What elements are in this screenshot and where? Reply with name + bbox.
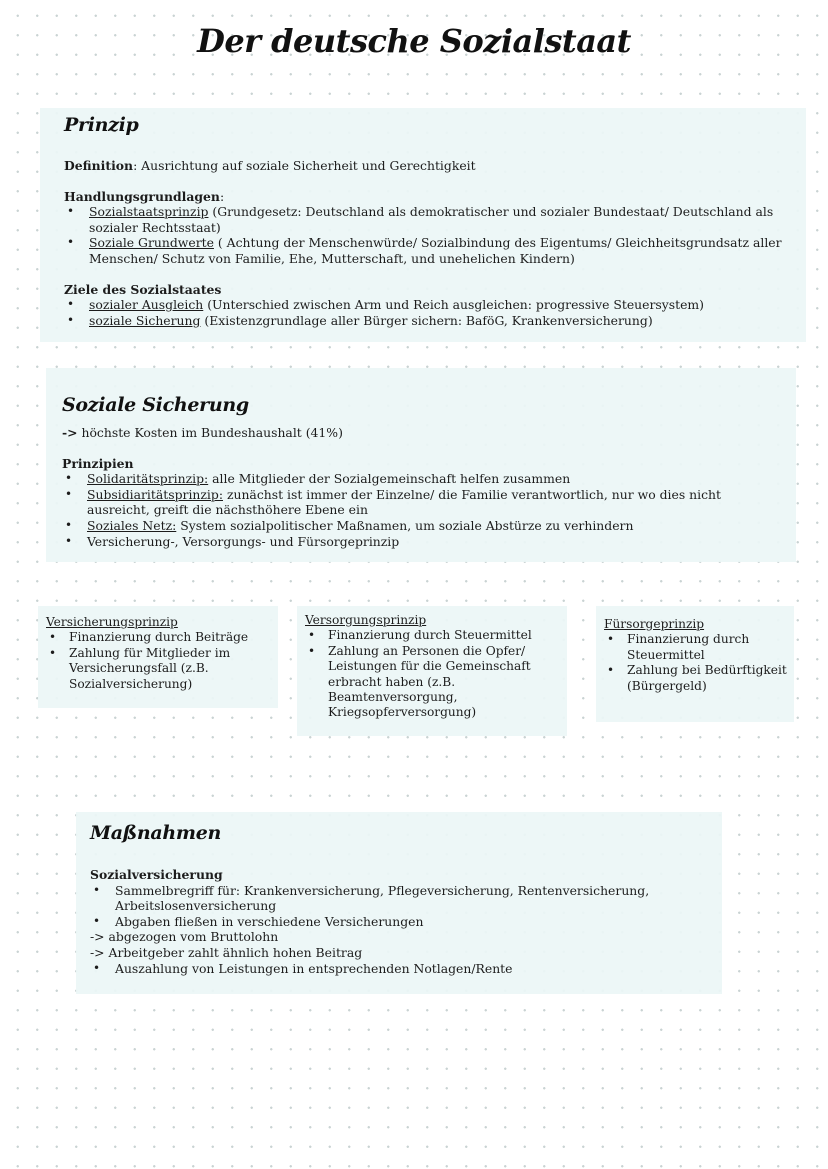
list-item <box>64 235 806 266</box>
list-item <box>64 204 806 235</box>
fuersorge-list <box>604 632 790 694</box>
prinzip-heading: Prinzip <box>64 114 139 136</box>
massnahmen-heading: Maßnahmen <box>90 822 222 844</box>
prinzip-section <box>40 108 806 342</box>
list-item-term: soziale Sicherung <box>89 312 201 328</box>
list-item-term: Soziale Grundwerte <box>89 235 214 251</box>
versicherung-list <box>46 630 272 692</box>
list-item <box>62 471 762 487</box>
list-item <box>62 534 762 550</box>
handlung-list <box>64 204 806 266</box>
list-item-text: (Grundgesetz: Deutschland als demokratischer und sozialer Bundestaat/ Deutschland als sozialer Rechtsstaat) <box>89 204 774 235</box>
list-item-text: System sozialpolitischer Maßnamen, um soziale Abstürze zu verhindern <box>176 517 634 533</box>
massnahmen-body <box>90 867 710 976</box>
massnahmen-list <box>90 883 710 930</box>
handlung-heading-line <box>64 189 806 205</box>
sicherung-heading: Soziale Sicherung <box>62 394 249 416</box>
list-item-term: Solidaritätsprinzip: <box>87 471 209 487</box>
sicherung-section <box>46 368 796 562</box>
list-item: • Zahlung für Mitglieder im Versicherungsfall (z.B. Sozialversicherung) <box>46 646 272 692</box>
list-item-text: Versicherung-, Versorgungs- und Fürsorgeprinzip <box>87 533 400 549</box>
fuersorge-box <box>596 606 794 722</box>
prinzipien-heading: Prinzipien <box>62 455 134 471</box>
note-line: -> Arbeitgeber zahlt ähnlich hohen Beitrag <box>90 944 363 960</box>
list-item <box>64 313 806 329</box>
list-item <box>62 518 762 534</box>
note-line: -> abgezogen vom Bruttolohn <box>90 929 279 945</box>
list-item <box>64 297 806 313</box>
prinzipien-list <box>62 471 762 549</box>
list-item-term: Soziales Netz: <box>87 517 177 533</box>
sicherung-body <box>62 425 762 549</box>
handlung-colon: : <box>219 188 225 204</box>
ziele-list <box>64 297 806 328</box>
list-item-text: zunächst ist immer der Einzelne/ die Familie verantwortlich, nur wo dies nicht ausreicht, greift die nächsthöhere Ebene ein <box>87 486 721 518</box>
versicherung-box <box>38 606 278 708</box>
cost-note <box>62 425 762 441</box>
versicherung-heading: Versicherungsprinzip <box>46 615 178 629</box>
list-item: • Abgaben fließen in verschiedene Versicherungen <box>90 914 710 930</box>
list-item: • Zahlung an Personen die Opfer/ Leistungen für die Gemeinschaft erbracht haben (z.B. Beamtenversorgung, Kriegsopferversorgung) <box>305 644 561 721</box>
list-item-term: Subsidiaritätsprinzip: <box>87 486 223 502</box>
list-item-text: (Unterschied zwischen Arm und Reich ausgleichen: progressive Steuersystem) <box>203 297 705 313</box>
prinzip-body <box>64 158 806 328</box>
handlung-heading: Handlungsgrundlagen <box>64 188 220 204</box>
list-item-term: Sozialstaatsprinzip <box>89 204 209 220</box>
list-item: • Sammelbregriff für: Krankenversicherung, Pflegeversicherung, Rentenversicherung, Arbeitslosenversicherung <box>90 883 710 914</box>
list-item: • Finanzierung durch Steuermittel <box>604 632 790 663</box>
list-item-term: sozialer Ausgleich <box>89 297 204 313</box>
definition-label: Definition <box>64 158 134 173</box>
list-item: • Zahlung bei Bedürftigkeit (Bürgergeld) <box>604 663 790 694</box>
page-title: Der deutsche Sozialstaat <box>197 22 631 60</box>
arrow-icon: -> <box>62 425 78 440</box>
fuersorge-heading: Fürsorgeprinzip <box>604 617 705 631</box>
list-item-text: alle Mitglieder der Sozialgemeinschaft helfen zusammen <box>208 471 571 487</box>
list-item: • Finanzierung durch Steuermittel <box>305 628 561 643</box>
ziele-heading: Ziele des Sozialstaates <box>64 281 222 297</box>
list-item <box>62 487 762 518</box>
versorgung-box <box>297 606 567 736</box>
list-item-text: ( Achtung der Menschenwürde/ Sozialbindung des Eigentums/ Gleichheitsgrundsatz aller Menschen/ Schutz von Familie, Ehe, Mutterschaft, und unehelichen Kindern) <box>89 235 782 266</box>
sozialversicherung-heading: Sozialversicherung <box>90 867 223 882</box>
cost-note-text: höchste Kosten im Bundeshaushalt (41%) <box>77 425 343 440</box>
massnahmen-list-2 <box>90 961 710 977</box>
list-item: • Finanzierung durch Beiträge <box>46 630 272 645</box>
list-item-text: (Existenzgrundlage aller Bürger sichern: BaföG, Krankenversicherung) <box>200 312 653 328</box>
definition-line <box>64 158 806 174</box>
list-item: • Auszahlung von Leistungen in entsprechenden Notlagen/Rente <box>90 961 710 977</box>
versorgung-heading: Versorgungsprinzip <box>305 613 427 627</box>
definition-text: : Ausrichtung auf soziale Sicherheit und Gerechtigkeit <box>133 158 476 173</box>
massnahmen-section <box>76 812 722 994</box>
versorgung-list <box>305 628 561 720</box>
